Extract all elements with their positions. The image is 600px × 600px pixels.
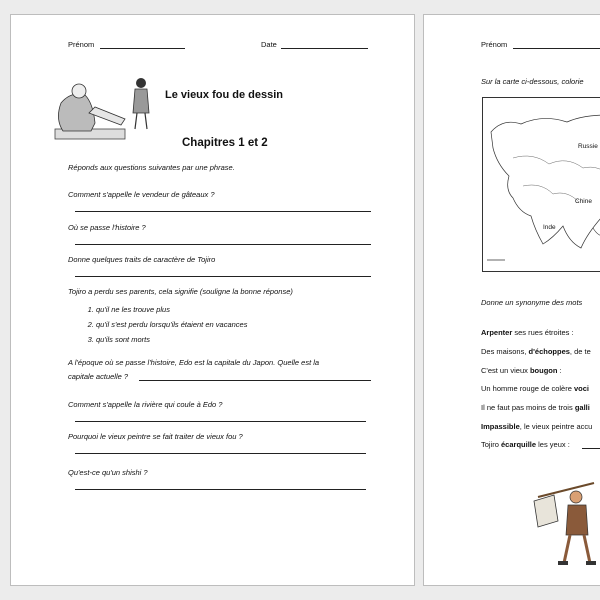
answer-line-6 — [75, 421, 366, 422]
question-4: Tojiro a perdu ses parents, cela signifie (souligne la bonne réponse) — [68, 287, 293, 296]
prenom-field: Prénom — [68, 40, 95, 49]
answer-line-7 — [75, 453, 366, 454]
synonym-1: Arpenter ses rues étroites : — [481, 328, 574, 337]
answer-line-3 — [75, 276, 371, 277]
question-5-line-2: capitale actuelle ? — [68, 372, 129, 381]
map-instruction: Sur la carte ci-dessous, colorie — [481, 77, 584, 86]
question-7: Pourquoi le vieux peintre se fait traiter de vieux fou ? — [68, 432, 243, 441]
synonym-4: Un homme rouge de colère voci — [481, 384, 589, 393]
date-blank — [281, 48, 368, 49]
synonym-2: Des maisons, d'échoppes, de te — [481, 347, 591, 356]
answer-line-2 — [75, 244, 371, 245]
answer-line-5 — [139, 380, 371, 381]
question-1: Comment s'appelle le vendeur de gâteaux ? — [68, 190, 215, 199]
map-label-russie: Russie — [578, 143, 598, 150]
question-3: Donne quelques traits de caractère de Tojiro — [68, 255, 216, 264]
answer-line-8 — [75, 489, 366, 490]
question-6: Comment s'appelle la rivière qui coule à Edo ? — [68, 400, 223, 409]
option-1[interactable]: 1. qu'il ne les trouve plus — [96, 305, 247, 314]
map-outline — [483, 98, 600, 273]
chapter-heading: Chapitres 1 et 2 — [182, 137, 268, 149]
answer-line-1 — [75, 211, 371, 212]
page-title: Le vieux fou de dessin — [165, 89, 283, 101]
synonym-5: Il ne faut pas moins de trois galli — [481, 403, 590, 412]
question-5-line-1: A l'époque où se passe l'histoire, Edo est la capitale du Japon. Quelle est la — [68, 358, 320, 367]
worksheet-page-1 — [10, 14, 415, 586]
question-2: Où se passe l'histoire ? — [68, 223, 146, 232]
synonym-6: Impassible, le vieux peintre accu — [481, 422, 593, 431]
porter-illustration — [524, 477, 600, 572]
synonym-7: Tojiro écarquille les yeux : — [481, 440, 570, 449]
answer-options — [78, 305, 247, 350]
synonym-3: C'est un vieux bougon : — [481, 366, 562, 375]
option-3[interactable]: 3. qu'ils sont morts — [96, 335, 247, 344]
synonym-blank-7 — [582, 448, 600, 449]
prenom-blank-2 — [513, 48, 600, 49]
option-2[interactable]: 2. qu'il s'est perdu lorsqu'ils étaient en vacances — [96, 320, 247, 329]
instruction: Réponds aux questions suivantes par une phrase. — [68, 163, 235, 172]
map-label-chine: Chine — [575, 198, 592, 205]
question-8: Qu'est-ce qu'un shishi ? — [68, 468, 148, 477]
synonym-instruction: Donne un synonyme des mots — [481, 298, 583, 307]
date-field: Date — [261, 40, 277, 49]
worksheet-page-2 — [423, 14, 600, 586]
prenom-blank — [100, 48, 185, 49]
old-painter-illustration — [51, 73, 159, 147]
map-label-inde: Inde — [543, 224, 556, 231]
asia-map — [482, 97, 600, 272]
prenom-field-2: Prénom — [481, 40, 508, 49]
